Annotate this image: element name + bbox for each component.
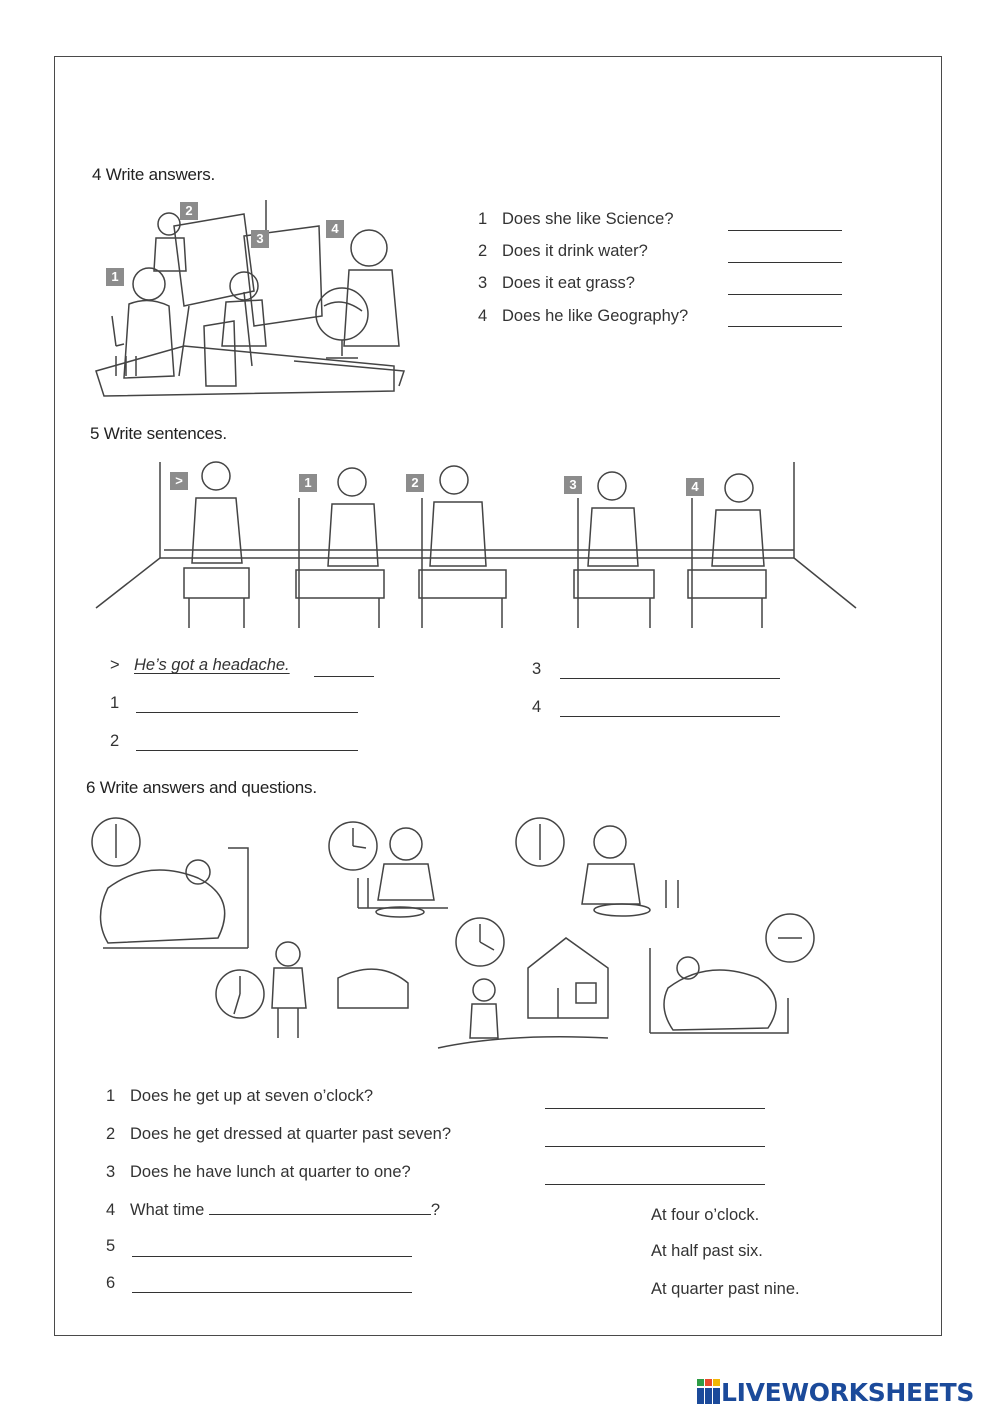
- ex6-question-line-4[interactable]: [209, 1200, 431, 1215]
- ex5-item-3-number: 3: [532, 660, 542, 678]
- ex5-item-1-number: 1: [110, 694, 120, 712]
- ex6-question-line-5[interactable]: [132, 1256, 412, 1257]
- ex6-question-4: 4 What time ?: [106, 1201, 441, 1219]
- ex5-answer-line-1[interactable]: [136, 712, 358, 713]
- ex5-answer-line-4[interactable]: [560, 716, 780, 717]
- exercise-5-illustration: [94, 458, 858, 638]
- classroom-drawing: [94, 196, 424, 406]
- children-on-chairs-drawing: [94, 458, 858, 638]
- ex6-answer-line-1[interactable]: [545, 1108, 765, 1109]
- ex5-answer-line-3[interactable]: [560, 678, 780, 679]
- exercise-6-illustration: [88, 808, 828, 1058]
- ex6-answer-6: At quarter past nine.: [651, 1280, 800, 1298]
- exercise-6-heading: 6 Write answers and questions.: [86, 778, 317, 797]
- ex5-item-2-number: 2: [110, 732, 120, 750]
- ex4-answer-line-4[interactable]: [728, 326, 842, 327]
- picture-label-2: 2: [180, 202, 198, 220]
- ex6-item-6-number: 6: [106, 1274, 116, 1292]
- liveworksheets-logo[interactable]: [697, 1378, 974, 1406]
- ex6-answer-5: At half past six.: [651, 1242, 763, 1260]
- ex6-question-line-6[interactable]: [132, 1292, 412, 1293]
- ex6-answer-4: At four o’clock.: [651, 1206, 760, 1224]
- ex4-question-2: 2 Does it drink water?: [478, 242, 648, 260]
- daily-routine-drawing: [88, 808, 828, 1058]
- picture-label-example: >: [170, 472, 188, 490]
- picture-label-2: 2: [406, 474, 424, 492]
- exercise-4-illustration: [94, 196, 424, 406]
- ex4-question-3: 3 Does it eat grass?: [478, 274, 635, 292]
- ex4-question-1: 1 Does she like Science?: [478, 210, 674, 228]
- ex5-example-line: [314, 676, 374, 677]
- logo-text: LIVEWORKSHEETS: [721, 1377, 975, 1407]
- picture-label-1: 1: [299, 474, 317, 492]
- ex5-example-sentence: He’s got a headache.: [134, 656, 290, 674]
- picture-label-4: 4: [686, 478, 704, 496]
- picture-label-1: 1: [106, 268, 124, 286]
- ex6-question-3: 3 Does he have lunch at quarter to one?: [106, 1163, 411, 1181]
- ex6-question-2: 2 Does he get dressed at quarter past seven?: [106, 1125, 452, 1143]
- exercise-5-heading: 5 Write sentences.: [90, 424, 227, 443]
- ex5-example: > He’s got a headache.: [110, 656, 290, 674]
- exercise-4-heading: 4 Write answers.: [92, 165, 216, 184]
- picture-label-3: 3: [251, 230, 269, 248]
- ex4-answer-line-2[interactable]: [728, 262, 842, 263]
- ex6-question-1: 1 Does he get up at seven o’clock?: [106, 1087, 374, 1105]
- ex6-item-5-number: 5: [106, 1237, 116, 1255]
- logo-icon: [697, 1379, 721, 1405]
- ex4-answer-line-1[interactable]: [728, 230, 842, 231]
- picture-label-3: 3: [564, 476, 582, 494]
- ex6-answer-line-3[interactable]: [545, 1184, 765, 1185]
- ex6-answer-line-2[interactable]: [545, 1146, 765, 1147]
- ex4-question-4: 4 Does he like Geography?: [478, 307, 689, 325]
- ex4-answer-line-3[interactable]: [728, 294, 842, 295]
- ex5-item-4-number: 4: [532, 698, 542, 716]
- picture-label-4: 4: [326, 220, 344, 238]
- ex5-answer-line-2[interactable]: [136, 750, 358, 751]
